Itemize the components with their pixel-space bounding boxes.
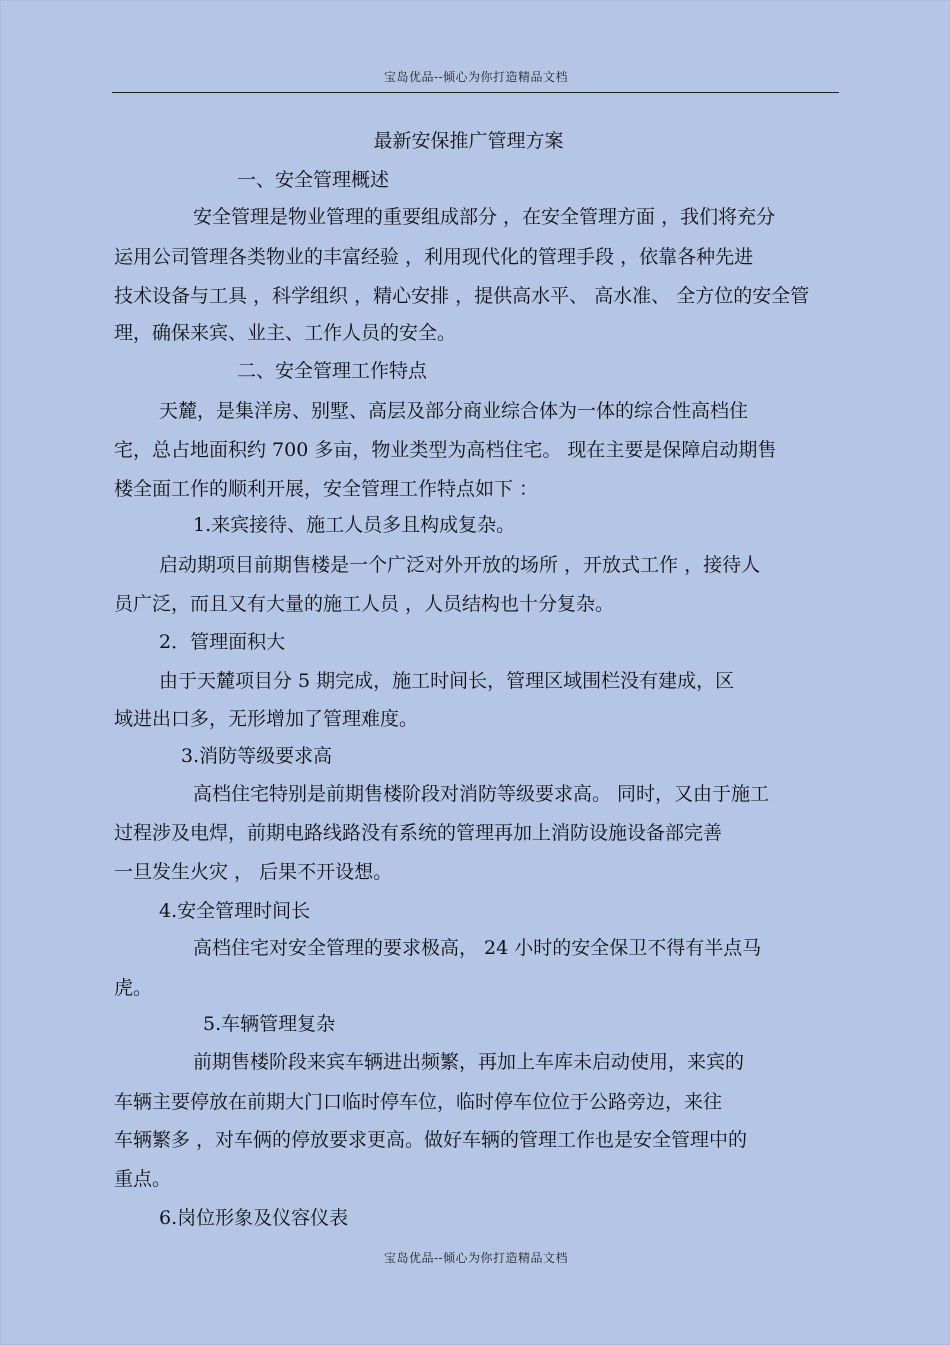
paragraph-line: 启动期项目前期售楼是一个广泛对外开放的场所 ，开放式工作 ，接待人	[159, 554, 761, 576]
paragraph-line: 车辆主要停放在前期大门口临时停车位，临时停车位位于公路旁边，来往	[114, 1091, 723, 1113]
section-heading-2: 二、安全管理工作特点	[237, 360, 428, 382]
paragraph-line: 过程涉及电焊，前期电路线路没有系统的管理再加上消防设施设备部完善	[114, 822, 723, 844]
subheading-3: 3.消防等级要求高	[181, 745, 333, 767]
paragraph-line: 重点。	[114, 1168, 172, 1190]
paragraph-line: 运用公司管理各类物业的丰富经验 ，利用现代化的管理手段 ，依靠各种先进	[114, 246, 754, 268]
paragraph-line: 一旦发生火灾 ， 后果不开设想。	[114, 861, 393, 883]
paragraph-line: 安全管理是物业管理的重要组成部分 ，在安全管理方面 ，我们将充分	[193, 206, 776, 228]
section-heading-1: 一、安全管理概述	[237, 169, 390, 191]
paragraph-line: 虎。	[114, 977, 153, 999]
paragraph-line: 员广泛，而且又有大量的施工人员 ，人员结构也十分复杂。	[114, 593, 615, 615]
paragraph-line: 技术设备与工具 ，科学组织 ，精心安排 ，提供高水平、 高水准、 全方位的安全管	[114, 285, 810, 307]
paragraph-line: 高档住宅特别是前期售楼阶段对消防等级要求高。 同时，又由于施工	[193, 783, 770, 805]
paragraph-line: 宅，总占地面积约 700 多亩，物业类型为高档住宅。 现在主要是保障启动期售	[114, 439, 777, 461]
subheading-5: 5.车辆管理复杂	[203, 1013, 336, 1035]
subheading-4: 4.安全管理时间长	[159, 900, 311, 922]
paragraph-line: 天麓，是集洋房、别墅、高层及部分商业综合体为一体的综合性高档住	[159, 400, 749, 422]
paragraph-line: 由于天麓项目分 5 期完成，施工时间长，管理区域围栏没有建成，区	[159, 670, 735, 692]
paragraph-line: 高档住宅对安全管理的要求极高， 24 小时的安全保卫不得有半点马	[193, 937, 762, 959]
subheading-1: 1.来宾接待、施工人员多且构成复杂。	[193, 514, 516, 536]
paragraph-line: 前期售楼阶段来宾车辆进出频繁，再加上车库未启动使用，来宾的	[193, 1051, 745, 1073]
page-footer: 宝岛优品--倾心为你打造精品文档	[383, 1251, 569, 1265]
paragraph-line: 理，确保来宾、业主、工作人员的安全。	[114, 322, 457, 344]
paragraph-line: 域进出口多，无形增加了管理难度。	[114, 708, 419, 730]
subheading-2: 2．管理面积大	[159, 631, 286, 653]
header-divider	[112, 92, 839, 93]
paragraph-line: 车辆繁多 ，对车俩的停放要求更高。做好车辆的管理工作也是安全管理中的	[114, 1129, 748, 1151]
paragraph-line: 楼全面工作的顺利开展，安全管理工作特点如下 ：	[114, 478, 539, 500]
document-title: 最新安保推广管理方案	[373, 130, 564, 152]
page-header: 宝岛优品--倾心为你打造精品文档	[383, 70, 569, 84]
subheading-6: 6.岗位形象及仪容仪表	[159, 1207, 349, 1229]
